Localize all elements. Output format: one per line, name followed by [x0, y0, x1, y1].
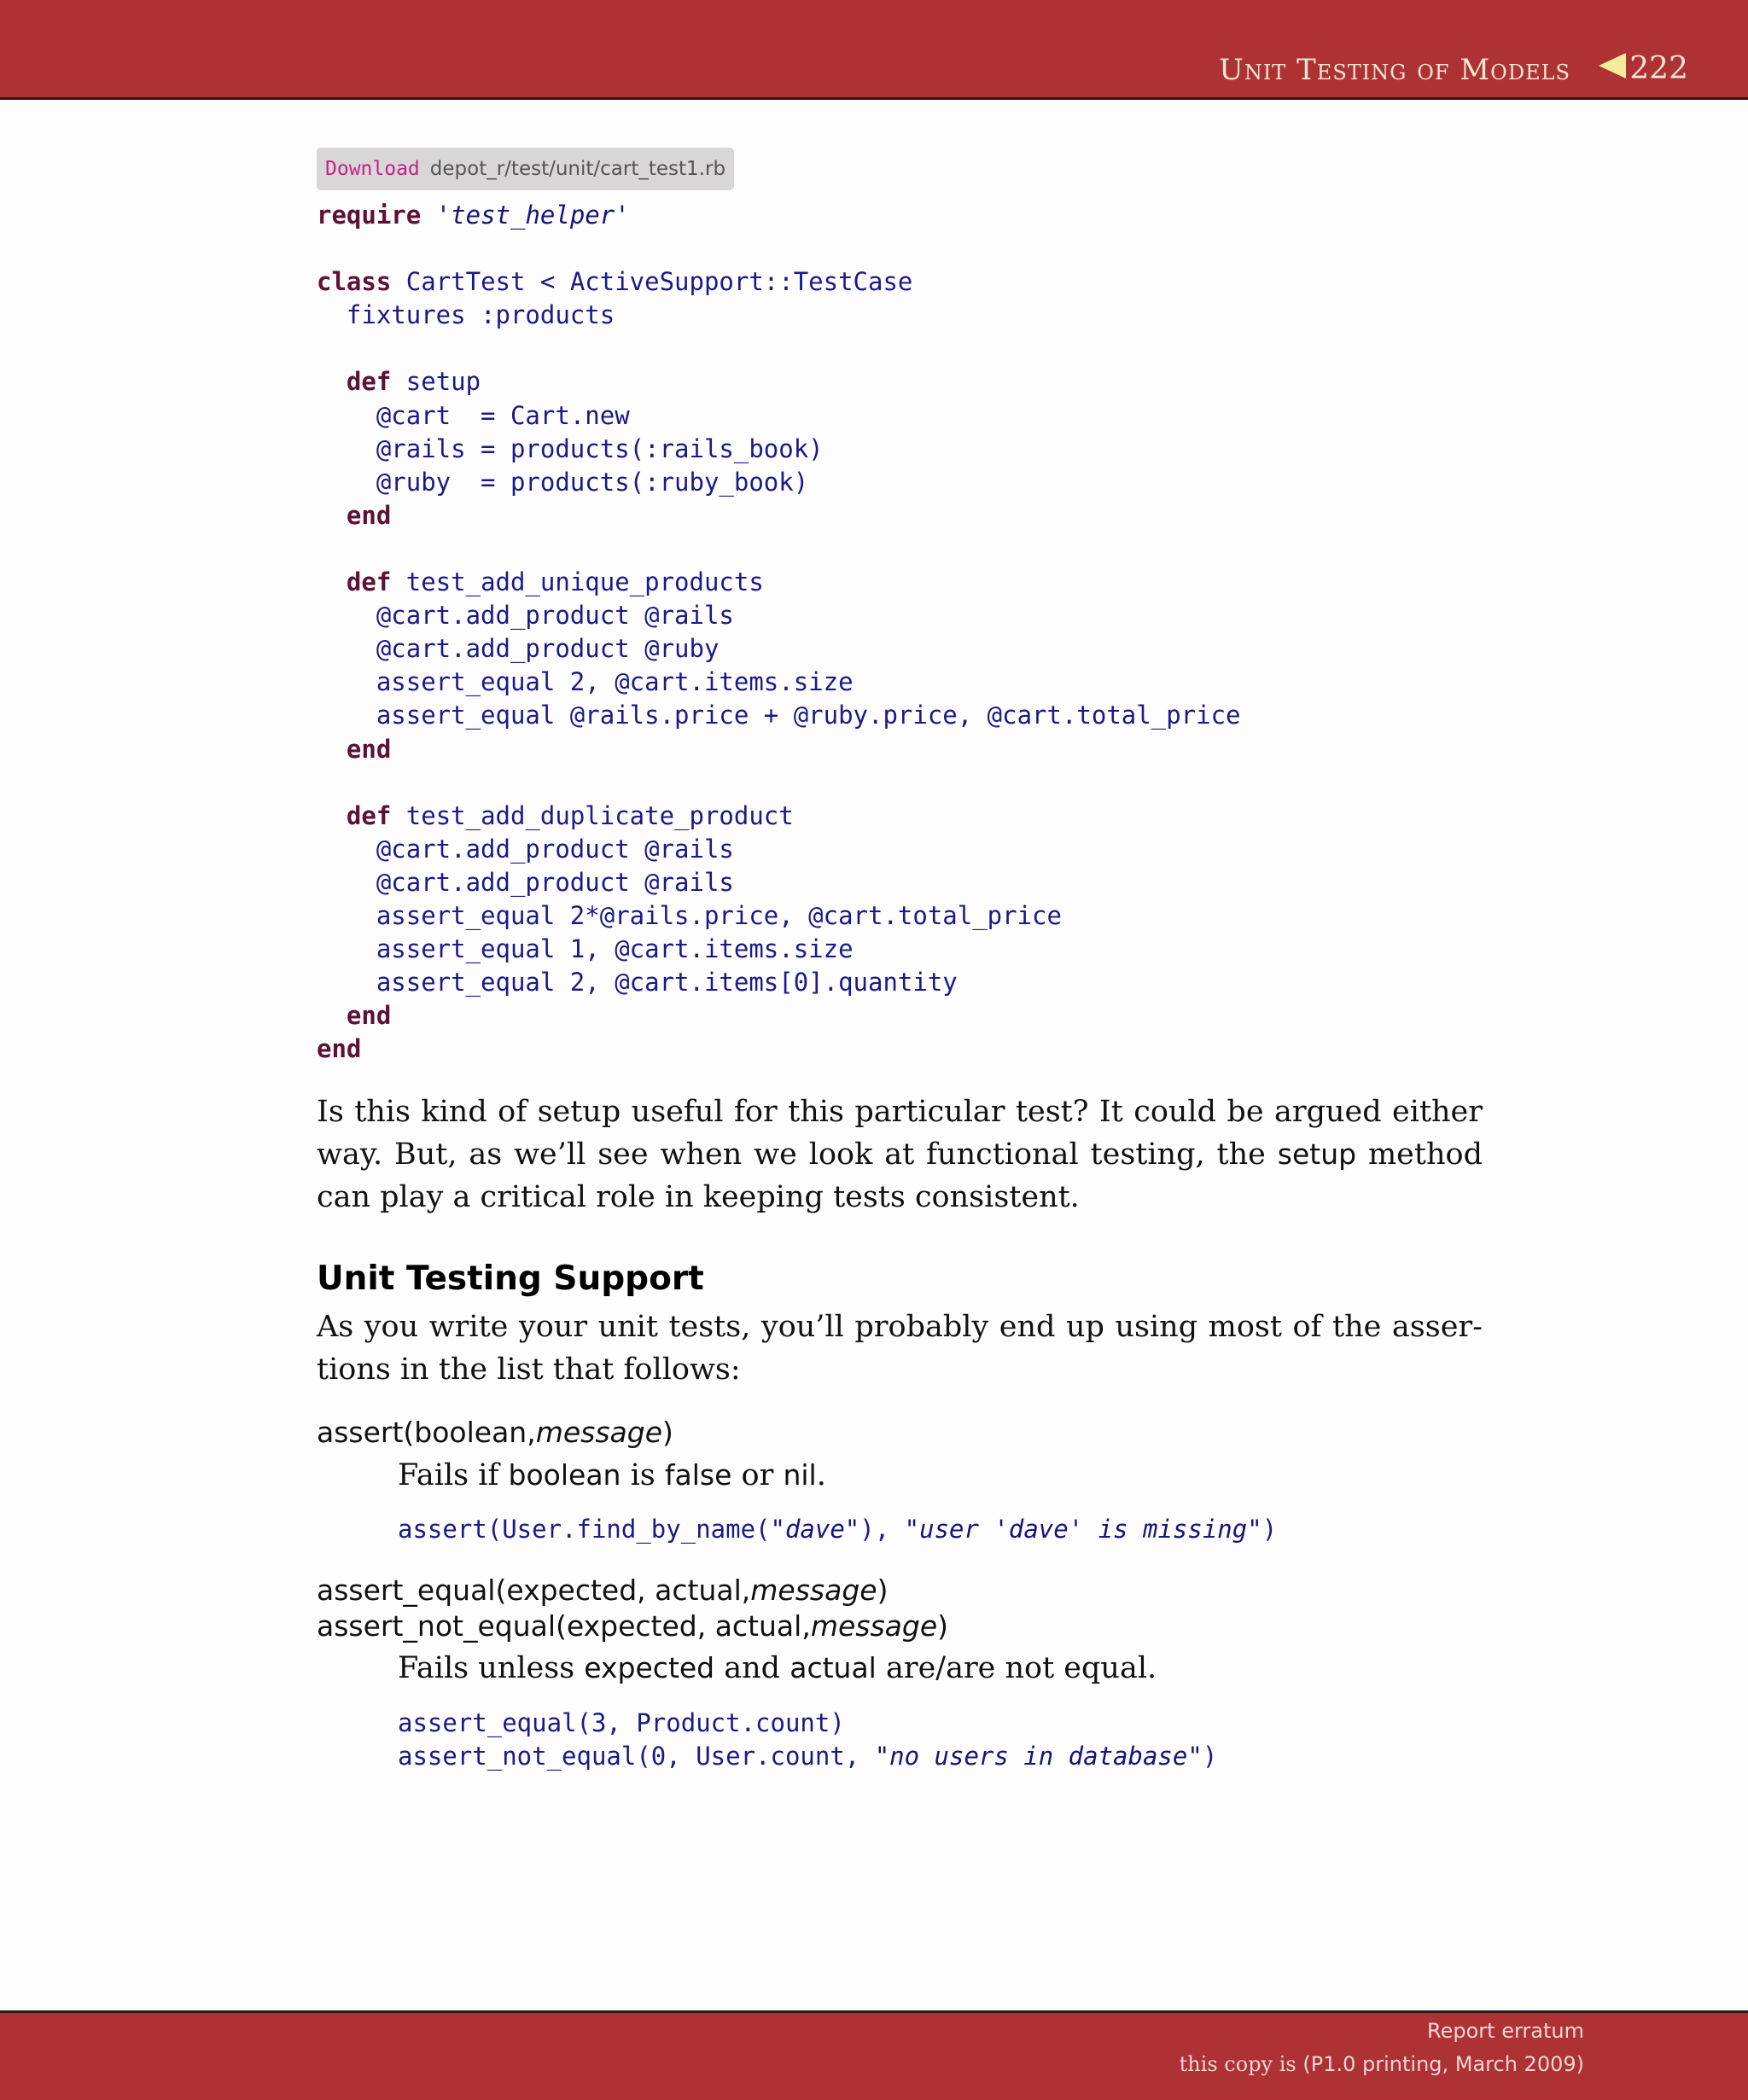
paragraph-intro: As you write your unit tests, you’ll probably end up using most of the asser-tions in the list that follows:: [317, 1310, 1483, 1387]
sig-name: assert(boolean,: [317, 1416, 536, 1449]
code-line: assert_equal 2*@rails.price, @cart.total_price: [317, 900, 1062, 930]
report-erratum-link[interactable]: Report erratum: [1427, 2019, 1584, 2043]
inline-code-setup: setup: [1277, 1137, 1357, 1171]
code-listing: [317, 199, 1241, 1066]
code-line: assert_equal 2, @cart.items.size: [317, 667, 854, 697]
sig-param: message: [535, 1416, 663, 1449]
code-line: assert_equal 1, @cart.items.size: [317, 934, 854, 964]
code-line: class CartTest < ActiveSupport::TestCase: [317, 267, 913, 297]
code-line: def test_add_duplicate_product: [346, 800, 794, 830]
code-line: require 'test_helper': [317, 201, 630, 230]
code-line: def test_add_unique_products: [346, 567, 764, 597]
file-path: depot_r/test/unit/cart_test1.rb: [429, 158, 726, 180]
code-line: end: [346, 500, 392, 530]
code-line: @rails = products(:rails_book): [317, 433, 824, 463]
code-line: @cart.add_product @rails: [317, 601, 734, 631]
sig-close: ): [662, 1416, 673, 1449]
left-arrow-icon[interactable]: [1599, 53, 1626, 79]
assert-signature: [317, 1415, 673, 1451]
code-line: @ruby = products(:ruby_book): [317, 467, 809, 497]
code-line: end: [346, 734, 392, 764]
code-line: def setup: [346, 367, 481, 397]
page-number: 222: [1629, 51, 1688, 86]
download-bar: [317, 148, 734, 190]
code-line: @cart.add_product @rails: [317, 867, 734, 897]
code-line: end: [317, 1034, 362, 1064]
code-line: @cart.add_product @rails: [317, 834, 734, 864]
assert-example: assert(User.find_by_name("dave"), "user 'dave' is missing"): [398, 1515, 1278, 1544]
paragraph-setup: [317, 1091, 1483, 1219]
code-line: assert_equal @rails.price + @ruby.price, @cart.total_price: [317, 701, 1241, 730]
code-line: @cart = Cart.new: [317, 400, 630, 430]
code-line: fixtures :products: [317, 300, 615, 330]
assert-description: Fails if boolean is false or nil.: [398, 1458, 826, 1492]
code-line: assert_equal 2, @cart.items[0].quantity: [317, 968, 958, 998]
section-heading: Unit Testing Support: [317, 1259, 704, 1298]
code-line: end: [346, 1001, 392, 1031]
section-title: Unit Testing of Models: [1219, 53, 1570, 87]
copy-info: this copy is (P1.0 printing, March 2009): [1179, 2052, 1584, 2076]
assert-equal-signature: assert_equal(expected, actual,message): [317, 1574, 889, 1607]
assert-not-equal-signature: assert_not_equal(expected, actual,message): [317, 1609, 948, 1643]
download-link[interactable]: Download: [325, 158, 420, 180]
para1-text-a: Is this kind of setup useful for this particular test? It could be argued either way. But, as we’ll see when we look at functional testing, the: [317, 1095, 1483, 1172]
code-line: @cart.add_product @ruby: [317, 634, 720, 664]
para1-text-b: method can play a critical role in keeping tests consistent.: [317, 1137, 1483, 1214]
assert-equal-example: assert_equal(3, Product.count) assert_not_equal(0, User.count, "no users in database"): [398, 1708, 1218, 1771]
assert-equal-description: Fails unless expected and actual are/are not equal.: [398, 1651, 1157, 1685]
